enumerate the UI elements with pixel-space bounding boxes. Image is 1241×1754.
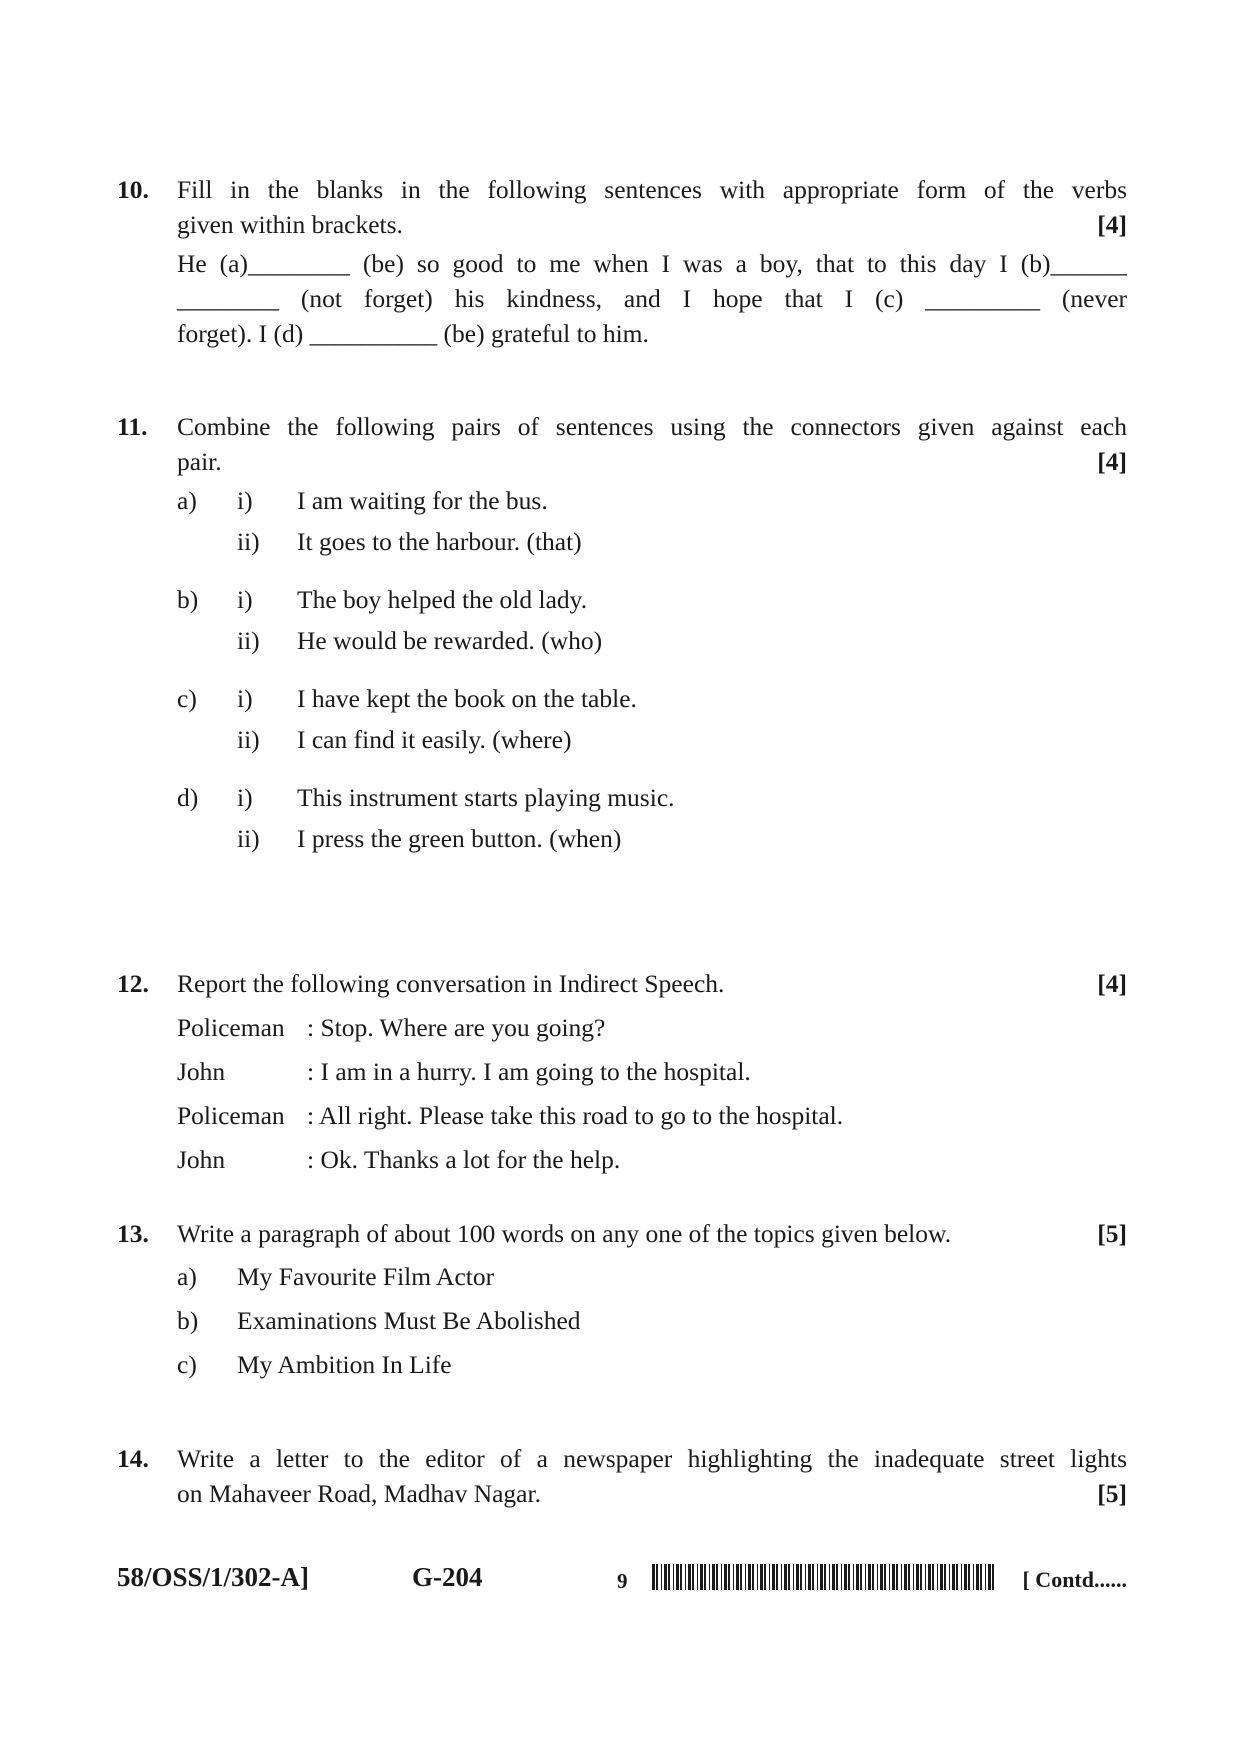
question-number: 11.	[117, 412, 148, 441]
question-number: 14.	[117, 1444, 149, 1473]
question-stem-cont	[177, 444, 1127, 479]
question-10	[117, 172, 1127, 351]
utterance: : I am in a hurry. I am going to the hospital.	[307, 1057, 751, 1086]
marks-label: [5]	[1097, 1479, 1127, 1508]
sentence: I can find it easily. (where)	[297, 725, 572, 754]
question-stem-line: pair.	[177, 447, 222, 476]
sub-label: i)	[237, 684, 253, 713]
question-stem-line: on Mahaveer Road, Madhav Nagar.	[177, 1479, 541, 1508]
speaker: John	[177, 1057, 226, 1086]
sub-label: i)	[237, 486, 253, 515]
utterance: : All right. Please take this road to go to the hospital.	[307, 1101, 844, 1130]
topic-item	[117, 1303, 1127, 1347]
sentence: I have kept the book on the table.	[297, 684, 637, 713]
passage-line: He (a)________ (be) so good to me when I was a boy, that to this day I (b)______	[177, 249, 1127, 278]
page-footer	[117, 1560, 1127, 1600]
sentence: I am waiting for the bus.	[297, 486, 548, 515]
marks-label: [4]	[1097, 969, 1127, 998]
sub-label: ii)	[237, 626, 260, 655]
sub-label: ii)	[237, 725, 260, 754]
speaker: Policeman	[177, 1013, 285, 1042]
question-13	[117, 1216, 1127, 1391]
topic-text: My Favourite Film Actor	[237, 1262, 495, 1291]
page-number: 9	[617, 1569, 628, 1593]
utterance: : Ok. Thanks a lot for the help.	[307, 1145, 621, 1174]
dialogue-line	[117, 1010, 1127, 1054]
question-number: 13.	[117, 1219, 149, 1248]
utterance: : Stop. Where are you going?	[307, 1013, 606, 1042]
question-stem-line: given within brackets.	[177, 210, 403, 239]
g-code: G-204	[412, 1562, 483, 1592]
sentence-pair	[117, 582, 1127, 664]
pair-label: d)	[177, 783, 199, 812]
continued-label: [ Contd......	[1022, 1567, 1127, 1592]
topic-text: Examinations Must Be Abolished	[237, 1306, 581, 1335]
sentence: The boy helped the old lady.	[297, 585, 588, 614]
pair-label: b)	[177, 585, 199, 614]
question-12	[117, 966, 1127, 1186]
question-11	[117, 409, 1127, 879]
question-14	[117, 1441, 1127, 1511]
sentence: He would be rewarded. (who)	[297, 626, 603, 655]
dialogue-line	[117, 1142, 1127, 1186]
question-stem: Write a letter to the editor of a newspaper highlighting the inadequate street lights	[177, 1444, 1127, 1473]
question-stem: Write a paragraph of about 100 words on any one of the topics given below.	[177, 1219, 952, 1248]
question-stem: Combine the following pairs of sentences using the connectors given against each	[177, 412, 1127, 441]
sentence-pair	[117, 483, 1127, 565]
sub-label: i)	[237, 783, 253, 812]
pair-label: a)	[177, 486, 197, 515]
topic-label: b)	[177, 1306, 199, 1335]
question-stem: Report the following conversation in Indirect Speech.	[177, 969, 725, 998]
sentence-pair	[117, 681, 1127, 763]
barcode	[652, 1564, 997, 1590]
marks-label: [4]	[1097, 447, 1127, 476]
sub-label: i)	[237, 585, 253, 614]
marks-label: [4]	[1097, 210, 1127, 239]
question-stem: Fill in the blanks in the following sentences with appropriate form of the verbs	[177, 175, 1127, 204]
speaker: John	[177, 1145, 226, 1174]
topic-text: My Ambition In Life	[237, 1350, 452, 1379]
question-stem-cont	[177, 1476, 1127, 1511]
question-stem-cont	[177, 207, 1127, 242]
question-number: 12.	[117, 969, 149, 998]
sub-label: ii)	[237, 527, 260, 556]
dialogue-line	[117, 1054, 1127, 1098]
dialogue-line	[117, 1098, 1127, 1142]
topic-label: a)	[177, 1262, 197, 1291]
sentence: This instrument starts playing music.	[297, 783, 675, 812]
topic-item	[117, 1347, 1127, 1391]
passage-line: ________ (not forget) his kindness, and I hope that I (c) _________ (never	[177, 284, 1127, 313]
marks-label: [5]	[1097, 1219, 1127, 1248]
topic-item	[117, 1259, 1127, 1303]
topic-label: c)	[177, 1350, 197, 1379]
paper-code: 58/OSS/1/302-A]	[117, 1562, 310, 1592]
question-number: 10.	[117, 175, 149, 204]
pair-label: c)	[177, 684, 197, 713]
speaker: Policeman	[177, 1101, 285, 1130]
passage-line: forget). I (d) __________ (be) grateful to him.	[177, 319, 649, 348]
sentence: It goes to the harbour. (that)	[297, 527, 582, 556]
sub-label: ii)	[237, 824, 260, 853]
sentence: I press the green button. (when)	[297, 824, 622, 853]
sentence-pair	[117, 780, 1127, 862]
